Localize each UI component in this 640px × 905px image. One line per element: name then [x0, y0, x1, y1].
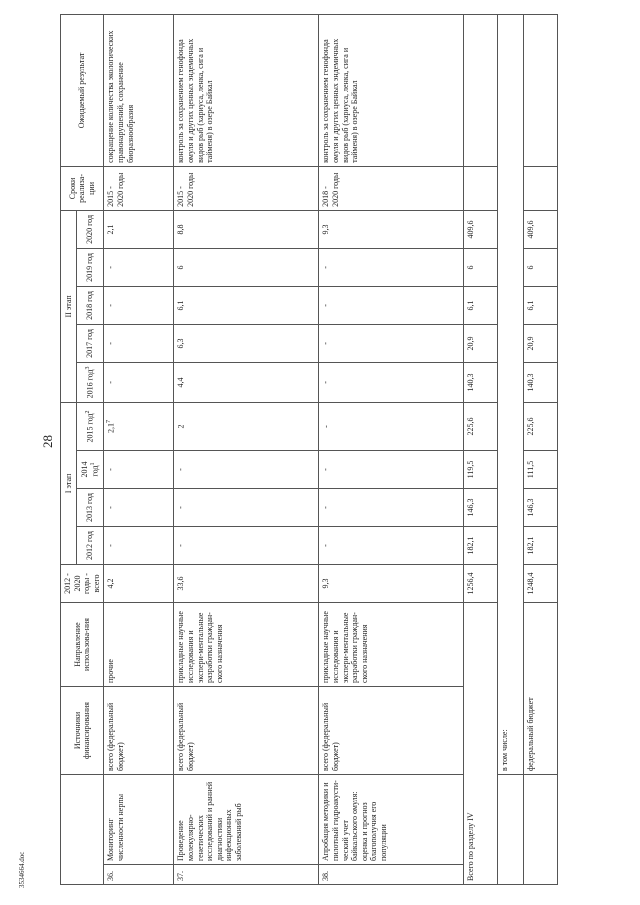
row-terms: 2015 - 2020 годы: [174, 166, 319, 210]
row-total: 4,2: [104, 565, 174, 603]
cell-2015: $2,1^7$: [104, 402, 174, 450]
header-blank: [61, 775, 104, 885]
cell-2019: -: [104, 248, 174, 286]
cell-2016: 4,4: [174, 362, 319, 402]
header-year-2019: 2019 год: [77, 248, 104, 286]
row-terms: 2015 - 2020 годы: [104, 166, 174, 210]
cell-2015: 2: [174, 402, 319, 450]
table-row: [104, 14, 174, 884]
footnote-mark: 1: [89, 462, 96, 466]
cell-2013: -: [174, 489, 319, 527]
header-year-2013: 2013 год: [77, 489, 104, 527]
financing-table: [60, 14, 558, 885]
cell-2020: 8,8: [174, 210, 319, 248]
total-sum: 1256,4: [464, 565, 498, 603]
total-2020: 409,6: [464, 210, 498, 248]
row-source: всего (федеральный бюджет): [319, 687, 464, 775]
row-terms: 2018 - 2020 годы: [319, 166, 464, 210]
cell-2018: -: [104, 286, 174, 324]
total-2018: 6,1: [464, 286, 498, 324]
row-result: контроль за сохранением генофонда омуля и других ценных эндемичных видов рыб (хариуса, ленка, сига и тайменя) в озере Байкал: [319, 14, 464, 166]
total-row: [464, 14, 498, 884]
header-total: 2012 - 2020 годы - всего: [61, 565, 104, 603]
federal-2018: 6,1: [524, 286, 558, 324]
header-year-2014: 2014 год$^1$: [77, 451, 104, 489]
cell-2020: 2,1: [104, 210, 174, 248]
federal-budget-row: [524, 14, 558, 884]
row-result: сокращение количества экологических правонарушений, сохранение биоразнообразия: [104, 14, 174, 166]
row-name: Проведение молекулярно-генетических исследований и ранней диагностики инфекционных заболеваний рыб: [174, 775, 319, 865]
including-label: в том числе:: [498, 14, 524, 774]
cell-2014: -: [319, 451, 464, 489]
total-2014: 119,5: [464, 451, 498, 489]
cell-2017: 6,3: [174, 324, 319, 362]
header-result: Ожидаемый результат: [61, 14, 104, 166]
federal-sum: 1248,4: [524, 565, 558, 603]
federal-2019: 6: [524, 248, 558, 286]
cell-2012: -: [319, 527, 464, 565]
row-result: контроль за сохранением генофонда омуля и других ценных эндемичных видов рыб (хариуса, ленка, сига и тайменя) в озере Байкал: [174, 14, 319, 166]
total-2016: 140,3: [464, 362, 498, 402]
row-number: 37.: [174, 865, 319, 885]
row-source: всего (федеральный бюджет): [104, 687, 174, 775]
header-year-2020: 2020 год: [77, 210, 104, 248]
cell-2020: 9,3: [319, 210, 464, 248]
row-number: 36.: [104, 865, 174, 885]
federal-2016: 140,3: [524, 362, 558, 402]
header-terms: Сроки реализа-ции: [61, 166, 104, 210]
page-number: 28: [40, 435, 55, 448]
total-2017: 20,9: [464, 324, 498, 362]
footnote-mark: 3: [85, 366, 92, 370]
row-direction: прикладные научные исследования и экспери-ментальные разработки граждан-ского назначения: [319, 603, 464, 687]
header-year-2012: 2012 год: [77, 527, 104, 565]
header-direction: Направление использова-ния: [61, 603, 104, 687]
document-id: 3534664.doc: [18, 851, 26, 888]
cell-2012: -: [104, 527, 174, 565]
cell-2017: -: [104, 324, 174, 362]
total-2012: 182,1: [464, 527, 498, 565]
federal-2020: 409,6: [524, 210, 558, 248]
total-2013: 146,3: [464, 489, 498, 527]
cell-2012: -: [174, 527, 319, 565]
total-label: Всего по разделу IV: [464, 603, 498, 885]
row-direction: прочие: [104, 603, 174, 687]
cell-2016: -: [104, 362, 174, 402]
cell-2014: -: [104, 451, 174, 489]
header-year-2017: 2017 год: [77, 324, 104, 362]
including-row: [498, 14, 524, 884]
federal-2012: 182,1: [524, 527, 558, 565]
header-source: Источники финансирования: [61, 687, 104, 775]
row-source: всего (федеральный бюджет): [174, 687, 319, 775]
cell-2017: -: [319, 324, 464, 362]
header-year-2018: 2018 год: [77, 286, 104, 324]
footnote-mark: 7: [106, 419, 113, 423]
row-direction: прикладные научные исследования и экспери-ментальные разработки граждан-ского назначения: [174, 603, 319, 687]
rotated-page: [60, 15, 558, 885]
cell-2018: -: [319, 286, 464, 324]
federal-2017: 20,9: [524, 324, 558, 362]
header-stage-2: II этап: [61, 210, 77, 402]
row-name: Апробация методики и пилотный гидроакусти-ческий учет байкальского омуля: оценка и прогноз благополучия его популяции: [319, 775, 464, 865]
cell-2014: -: [174, 451, 319, 489]
federal-source: федеральный бюджет: [524, 603, 558, 775]
row-name: Мониторинг численности нерпы: [104, 775, 174, 865]
cell-2013: -: [319, 489, 464, 527]
table-row: [174, 14, 319, 884]
row-total: 33,6: [174, 565, 319, 603]
cell-2018: 6,1: [174, 286, 319, 324]
table-row: [319, 14, 464, 884]
header-year-2016: 2016 год$^3$: [77, 362, 104, 402]
cell-2019: 6: [174, 248, 319, 286]
cell-2019: -: [319, 248, 464, 286]
federal-2015: 225,6: [524, 402, 558, 450]
total-2015: 225,6: [464, 402, 498, 450]
federal-2013: 146,3: [524, 489, 558, 527]
row-number: 38.: [319, 865, 464, 885]
header-year-2015: 2015 год$^2$: [77, 402, 104, 450]
cell-2013: -: [104, 489, 174, 527]
cell-2016: -: [319, 362, 464, 402]
federal-2014: 111,5: [524, 451, 558, 489]
total-2019: 6: [464, 248, 498, 286]
header-stage-1: I этап: [61, 402, 77, 564]
header-row-1: [61, 14, 77, 884]
row-total: 9,3: [319, 565, 464, 603]
cell-2015: -: [319, 402, 464, 450]
footnote-mark: 2: [85, 410, 92, 414]
